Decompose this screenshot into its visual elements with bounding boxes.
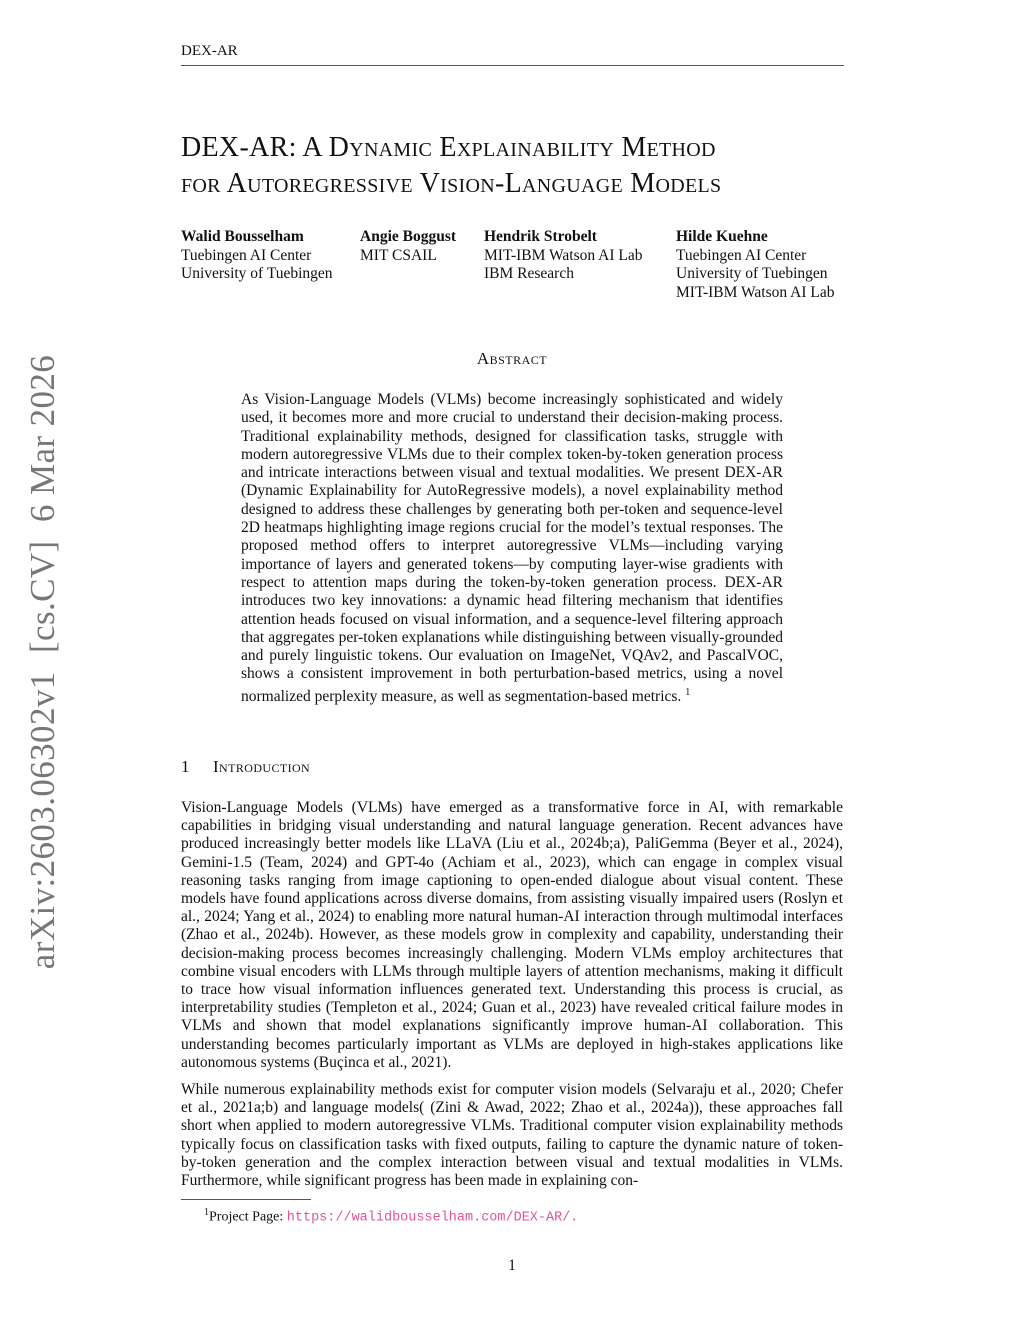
author-block-1 xyxy=(181,228,333,284)
author-block-2 xyxy=(360,228,456,265)
author-name: Walid Bousselham xyxy=(181,228,304,245)
footnote-label: Project Page: xyxy=(209,1209,284,1225)
abstract xyxy=(241,391,783,706)
title-line-1: DEX-AR: A Dynamic Explainability Method xyxy=(181,132,716,163)
paragraph: While numerous explainability methods exist for computer vision models (Selvaraju et al., 2020; Chefer et al., 2021a;b) and language models( (Zini & Awad, 2022; Zhao et al., 2024a)), these approaches fall short when applied to modern autoregressive VLMs. Traditional computer vision explainability methods typically focus on classification tasks with fixed outputs, failing to capture the dynamic nature of token-by-token generation and the complex interaction between visual and textual modalities in VLMs. Furthermore, while significant progress has been made in explaining con- xyxy=(181,1081,843,1190)
running-head: DEX-AR xyxy=(181,43,844,66)
author-affiliation: MIT CSAIL xyxy=(360,246,437,264)
project-page-link[interactable]: https://walidbousselham.com/DEX-AR/. xyxy=(286,1210,579,1226)
abstract-text: As Vision-Language Models (VLMs) become increasingly sophisticated and widely used, it becomes more and more crucial to understand their decision-making process. Traditional explainability methods, designed for classification tasks, struggle with modern autoregressive VLMs due to their complex token-by-token generation process and intricate interactions between visual and textual modalities. We present DEX-AR (Dynamic Explainability for AutoRegressive models), a novel explainability method designed to address these challenges by generating both per-token and sequence-level 2D heatmaps highlighting image regions crucial for the model’s textual responses. The proposed method offers to interpret autoregressive VLMs—including varying importance of layers and generated tokens—by computing layer-wise gradients with respect to attention maps during the token-by-token generation process. DEX-AR introduces two key innovations: a dynamic head filtering mechanism that identifies attention heads focused on visual information, and a sequence-level filtering approach that aggregates per-token explanations while distinguishing between visually-grounded and purely linguistic tokens. Our evaluation on ImageNet, VQAv2, and PascalVOC, shows a consistent improvement in both perturbation-based metrics, using a novel normalized perplexity measure, as well as segmentation-based metrics. xyxy=(241,391,783,705)
author-affiliation: University of Tuebingen xyxy=(181,265,333,282)
abstract-heading: Abstract xyxy=(476,349,548,368)
author-block-3 xyxy=(484,228,642,284)
author-block-4 xyxy=(676,228,834,302)
author-affiliation: University of Tuebingen xyxy=(676,265,828,282)
author-affiliation: Tuebingen AI Center xyxy=(676,246,807,264)
footnote-reference[interactable]: 1 xyxy=(685,686,691,698)
author-affiliation: MIT-IBM Watson AI Lab xyxy=(484,246,643,264)
author-name: Hendrik Strobelt xyxy=(484,228,597,245)
author-affiliation: Tuebingen AI Center xyxy=(181,246,312,264)
author-name: Hilde Kuehne xyxy=(676,228,768,245)
section-title: Introduction xyxy=(213,757,311,776)
author-affiliation: IBM Research xyxy=(484,265,574,282)
page-number: 1 xyxy=(508,1257,516,1274)
footnote-mark: 1 xyxy=(204,1207,209,1218)
author-affiliation: MIT-IBM Watson AI Lab xyxy=(676,283,835,301)
paragraph: Vision-Language Models (VLMs) have emerged as a transformative force in AI, with remarkable capabilities in bridging visual understanding and natural language generation. Recent advances have produced increasingly better models like LLaVA (Liu et al., 2024b;a), PaliGemma (Beyer et al., 2024), Gemini-1.5 (Team, 2024) and GPT-4o (Achiam et al., 2023), which can engage in complex visual reasoning tasks ranging from image captioning to open-ended dialogue about visual content. These models have found applications across diverse domains, from assisting visually impaired users (Roslyn et al., 2024; Yang et al., 2024) to enabling more natural human-AI interaction through multimodal interfaces (Zhao et al., 2024b). However, as these models grow in complexity and capability, understanding their decision-making process becomes increasingly challenging. Modern VLMs employ architectures that combine visual encoders with LLMs through multiple layers of attention mechanisms, making it difficult to trace how visual information influences generated text. Understanding this process is crucial, as interpretability studies (Templeton et al., 2024; Guan et al., 2023) have revealed critical failure modes in VLMs and shown that model explanations significantly improve human-AI collaboration. This understanding becomes particularly important as VLMs are deployed in high-stakes applications like autonomous systems (Buçinca et al., 2021). xyxy=(181,799,843,1071)
body-text xyxy=(181,799,843,1199)
footnote-divider xyxy=(181,1199,311,1200)
section-number: 1 xyxy=(181,757,190,776)
footnote xyxy=(204,1207,578,1226)
paper-title xyxy=(181,130,861,202)
section-heading-introduction xyxy=(181,757,310,777)
arxiv-identifier: arXiv:2603.06302v1 [cs.CV] 6 Mar 2026 xyxy=(23,354,62,970)
author-name: Angie Boggust xyxy=(360,228,457,245)
title-line-2: for Autoregressive Vision-Language Models xyxy=(181,168,722,199)
